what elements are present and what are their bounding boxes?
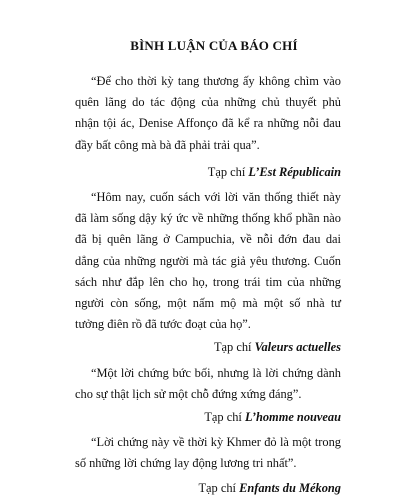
- source-name: L’homme nouveau: [244, 410, 341, 425]
- review-quote: “Lời chứng này về thời kỳ Khmer đỏ là một trong số những lời chứng lay động lương tri nhất”.: [75, 435, 341, 471]
- review-source: [75, 407, 341, 428]
- review-source: [75, 162, 341, 183]
- review-quote: “Hôm nay, cuốn sách với lời văn thống thiết này đã làm sống dậy ký ức về những thống khổ phần nào đã bị quên lãng ở Campuchia, về nỗi đớn đau dai dẳng của những người mà tác giả yêu thương. Cuốn sách như đắp lên cho họ, trong trái tim của những người còn sống, một nấm mộ mà một số nhà tư tưởng điên rồ đã tước đoạt của họ”.: [75, 190, 341, 332]
- source-prefix: Tạp chí: [198, 480, 236, 495]
- source-prefix: Tạp chí: [207, 164, 246, 179]
- source-name: L’Est Républicain: [248, 164, 341, 179]
- source-name: Valeurs actuelles: [254, 340, 341, 355]
- review-source: [75, 478, 341, 499]
- review-quote: “Để cho thời kỳ tang thương ấy không chìm vào quên lãng do tác động của những chủ thuyết phủ nhận tội ác, Denise Affonço đã kể ra những nỗi đau đầy bất công mà bà đã phải trải qua”.: [75, 74, 341, 152]
- review-quote: “Một lời chứng bức bối, nhưng là lời chứng dành cho sự thật lịch sử một chỗ đứng xứng đáng”.: [75, 365, 341, 401]
- source-prefix: Tạp chí: [204, 410, 242, 425]
- review-source: [75, 337, 341, 358]
- page-title: BÌNH LUẬN CỦA BÁO CHÍ: [130, 38, 298, 53]
- source-name: Enfants du Mékong: [239, 480, 341, 495]
- source-prefix: Tạp chí: [213, 340, 252, 355]
